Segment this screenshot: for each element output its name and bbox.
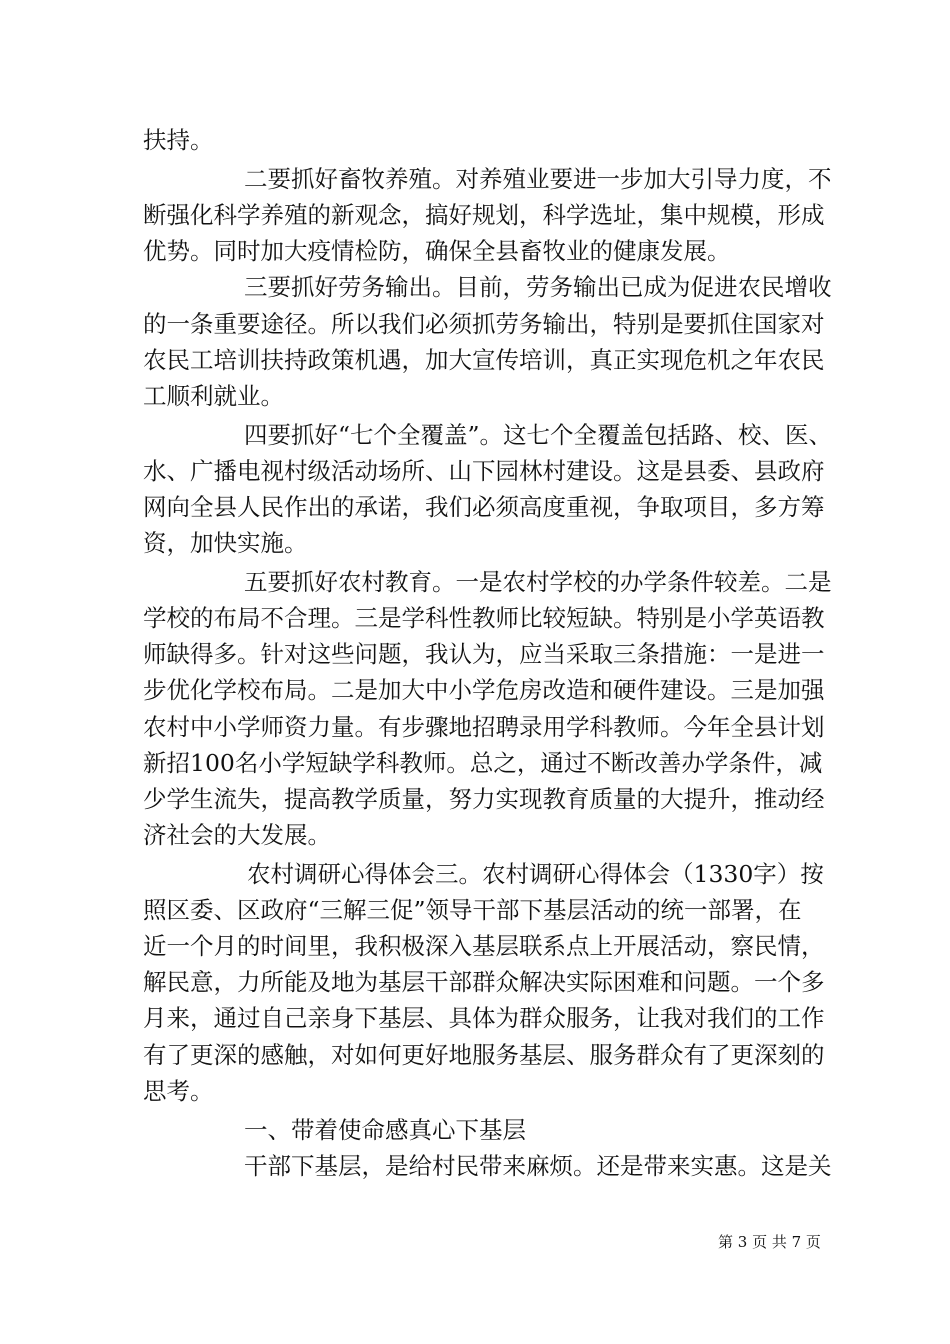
text-line: 农村中小学师资力量。有步骤地招聘录用学科教师。今年全县计划 (143, 713, 825, 741)
text-line: 水、广播电视村级活动场所、山下园林村建设。这是县委、县政府 (143, 457, 825, 485)
text-line: 学校的布局不合理。三是学科性教师比较短缺。特别是小学英语教 (143, 604, 825, 632)
text-line: 扶持。 (143, 126, 214, 154)
text-line: 网向全县人民作出的承诺，我们必须高度重视，争取项目，多方筹 (143, 493, 825, 521)
text-line: 的一条重要途径。所以我们必须抓劳务输出，特别是要抓住国家对 (143, 310, 825, 338)
text-line: 新招100名小学短缺学科教师。总之，通过不断改善办学条件，减 (143, 749, 823, 777)
paragraph-start-line: 干部下基层，是给村民带来麻烦。还是带来实惠。这是关 (244, 1152, 832, 1180)
paragraph-start-line: 二要抓好畜牧养殖。对养殖业要进一步加大引导力度，不 (244, 165, 832, 193)
text-line: 断强化科学养殖的新观念，搞好规划，科学选址，集中规模，形成 (143, 201, 825, 229)
text-line: 思考。 (143, 1077, 214, 1105)
text-line: 步优化学校布局。二是加大中小学危房改造和硬件建设。三是加强 (143, 676, 825, 704)
text-line: 优势。同时加大疫情检防，确保全县畜牧业的健康发展。 (143, 237, 731, 265)
section-heading: 一、带着使命感真心下基层 (244, 1116, 526, 1144)
paragraph-start-line: 农村调研心得体会三。农村调研心得体会（1330字）按 (247, 860, 824, 888)
text-line: 师缺得多。针对这些问题，我认为，应当采取三条措施：一是进一 (143, 640, 825, 668)
text-line: 解民意，力所能及地为基层干部群众解决实际困难和问题。一个多 (143, 968, 825, 996)
text-line: 资，加快实施。 (143, 529, 308, 557)
text-line: 有了更深的感触，对如何更好地服务基层、服务群众有了更深刻的 (143, 1041, 825, 1069)
text-line: 农民工培训扶持政策机遇，加大宣传培训，真正实现危机之年农民 (143, 346, 825, 374)
text-line: 照区委、区政府“三解三促”领导干部下基层活动的统一部署，在 (143, 896, 802, 924)
paragraph-start-line: 三要抓好劳务输出。目前，劳务输出已成为促进农民增收 (244, 273, 832, 301)
text-line: 少学生流失，提高教学质量，努力实现教育质量的大提升，推动经 (143, 785, 825, 813)
page-number-footer: 第 3 页 共 7 页 (718, 1233, 821, 1251)
text-line: 工顺利就业。 (143, 382, 284, 410)
paragraph-start-line: 四要抓好“七个全覆盖”。这七个全覆盖包括路、校、医、 (244, 421, 833, 449)
paragraph-start-line: 五要抓好农村教育。一是农村学校的办学条件较差。二是 (244, 568, 832, 596)
text-line: 济社会的大发展。 (143, 821, 331, 849)
text-line: 月来，通过自己亲身下基层、具体为群众服务，让我对我们的工作 (143, 1004, 825, 1032)
text-line: 近一个月的时间里，我积极深入基层联系点上开展活动，察民情， (143, 932, 825, 960)
